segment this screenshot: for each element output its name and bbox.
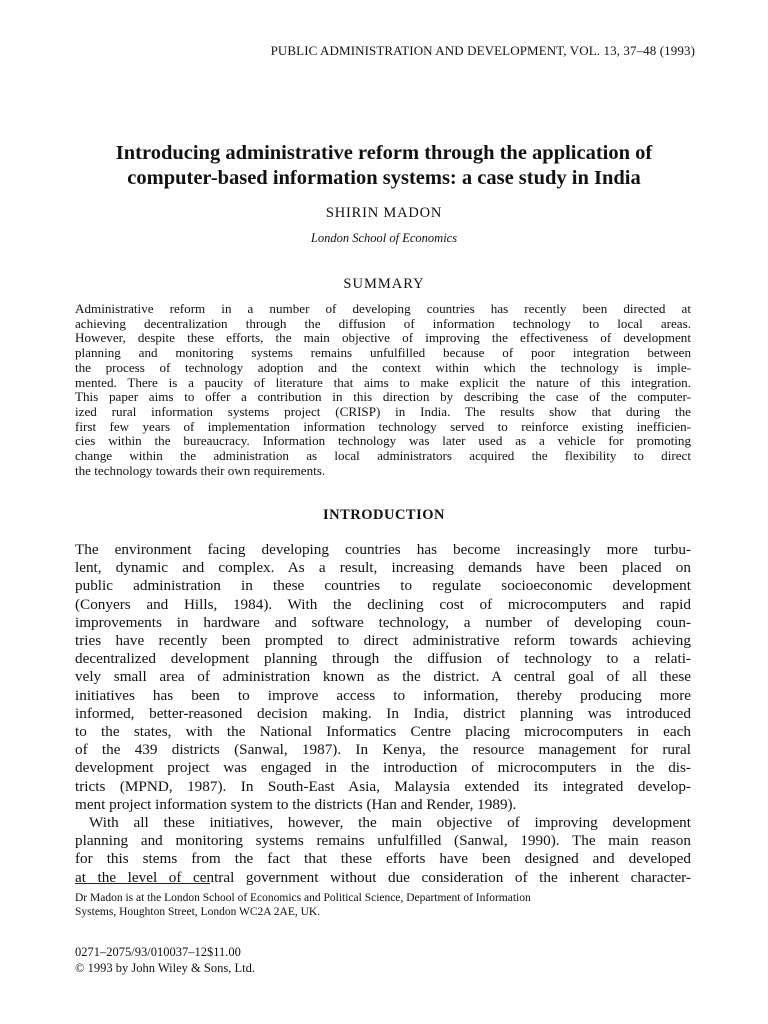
introduction-line: ment project information system to the districts (Han and Render, 1989). (75, 795, 517, 813)
copyright-line: © 1993 by John Wiley & Sons, Ltd. (75, 961, 255, 975)
introduction-line: of the 439 districts (Sanwal, 1987). In Kenya, the resource management for rural (75, 741, 691, 759)
summary-line: achieving decentralization through the diffusion of information technology to local areas. (75, 315, 691, 331)
summary-line: planning and monitoring systems remains unfulfilled because of poor integration between (75, 345, 691, 361)
summary-text (75, 302, 691, 478)
introduction-line: to the states, with the National Informatics Centre placing microcomputers in each (75, 723, 691, 741)
introduction-line: informed, better-reasoned decision making. In India, district planning was introduced (75, 704, 691, 722)
summary-heading: SUMMARY (343, 276, 425, 292)
summary-line: mented. There is a paucity of literature that aims to make explicit the nature of this integration. (75, 374, 691, 390)
introduction-line: vely small area of administration known as the district. A central goal of all these (75, 668, 691, 686)
copyright-block (75, 944, 475, 976)
introduction-line: public administration in these countries to regulate socioeconomic development (75, 577, 691, 595)
introduction-heading: INTRODUCTION (322, 507, 445, 523)
introduction-line: tricts (MPND, 1987). In South-East Asia, Malaysia extended its integrated develop- (75, 777, 691, 795)
summary-line: the technology towards their own requirements. (75, 462, 326, 478)
author-name: SHIRIN MADON (325, 205, 443, 221)
introduction-line: initiatives has been to improve access to information, thereby producing more (75, 686, 691, 704)
footnote-line: Systems, Houghton Street, London WC2A 2AE, UK. (75, 906, 321, 918)
summary-line: Administrative reform in a number of developing countries has recently been directed at (75, 301, 691, 316)
author-footnote (75, 891, 691, 919)
summary-line: ized rural information systems project (CRISP) in India. The results show that during the (75, 403, 691, 419)
summary-line: However, despite these efforts, the main objective of improving the effectiveness of development (75, 330, 691, 346)
introduction-line: tries have recently been prompted to direct administrative reform towards achieving (75, 632, 691, 650)
introduction-line: development project was engaged in the introduction of microcomputers in the dis- (75, 759, 691, 777)
summary-line: This paper aims to offer a contribution in this direction by describing the case of the computer- (75, 389, 691, 405)
introduction-line: at the level of central government without due consideration of the inherent character- (75, 868, 691, 886)
summary-line: cies within the bureaucracy. Information technology was later used as a vehicle for promoting (75, 433, 691, 449)
introduction-line: The environment facing developing countries has become increasingly more turbu- (75, 541, 691, 558)
introduction-line: decentralized development planning through the diffusion of technology to a relati- (75, 650, 691, 668)
summary-line: change within the administration as local administrators acquired the flexibility to direct (75, 448, 691, 464)
running-head: PUBLIC ADMINISTRATION AND DEVELOPMENT, VOL. 13, 37–48 (1993) (270, 43, 695, 58)
introduction-line: for this stems from the fact that these efforts have been designed and developed (75, 850, 691, 868)
article-title-line: computer-based information systems: a case study in India (127, 167, 641, 189)
article-title-line: Introducing administrative reform through the application of (115, 142, 653, 164)
introduction-line: improvements in hardware and software technology, a number of developing coun- (75, 613, 691, 631)
author-affiliation: London School of Economics (310, 231, 458, 245)
summary-line: first few years of implementation information technology served to reinforce existing inefficien- (75, 418, 691, 434)
summary-line: the process of technology adoption and the context within which the technology is imple- (75, 359, 691, 375)
footnote-line: Dr Madon is at the London School of Economics and Political Science, Department of Information (75, 892, 531, 904)
introduction-line: With all these initiatives, however, the main objective of improving development (89, 814, 691, 832)
introduction-line: (Conyers and Hills, 1984). With the declining cost of microcomputers and rapid (75, 595, 691, 613)
introduction-line: lent, dynamic and complex. As a result, increasing demands have been placed on (75, 559, 691, 577)
article-title (60, 141, 708, 191)
issn-price-line: 0271–2075/93/010037–12$11.00 (75, 945, 241, 959)
introduction-line: planning and monitoring systems remains unfulfilled (Sanwal, 1990). The main reason (75, 832, 691, 850)
introduction-text (75, 541, 691, 887)
footnote-divider (75, 883, 210, 884)
